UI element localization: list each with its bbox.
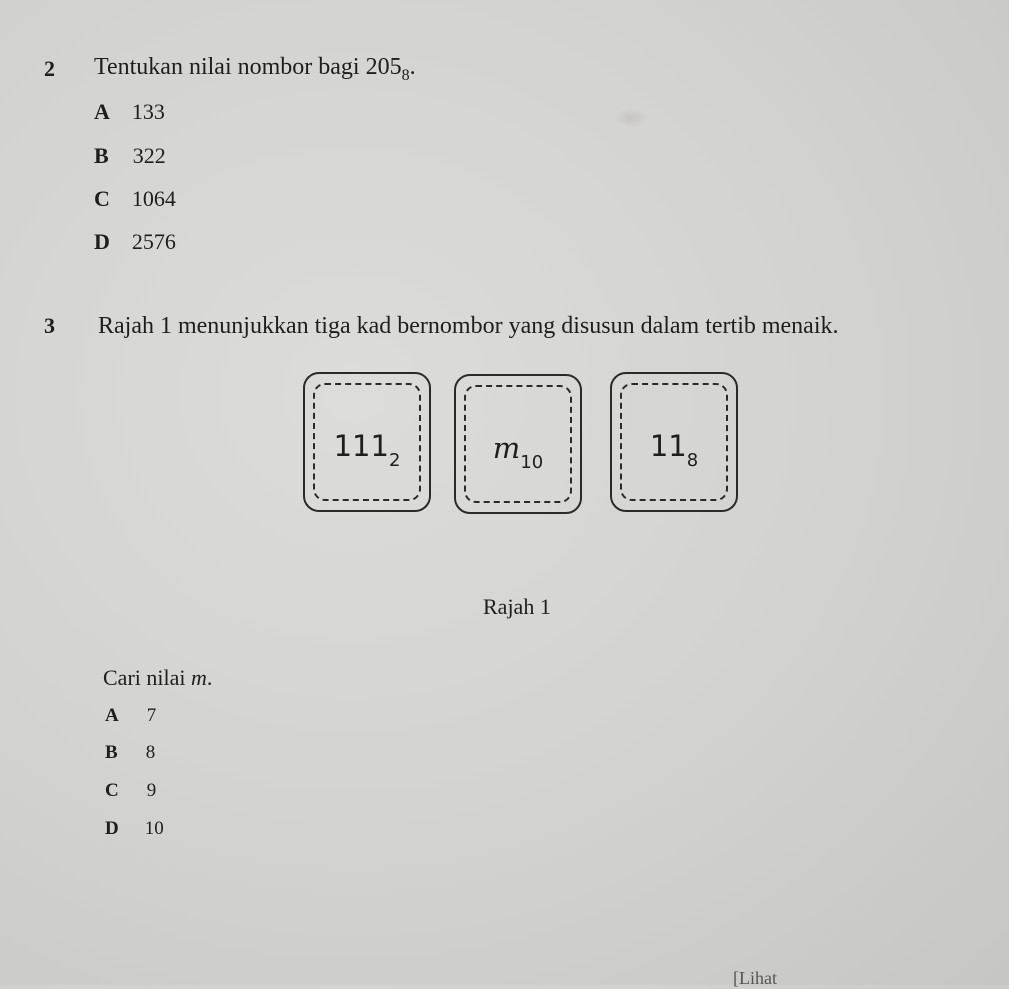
option-letter: D	[105, 818, 119, 839]
option-value: 133	[131, 99, 165, 124]
option-value: 9	[146, 780, 157, 801]
number-card-3	[610, 372, 738, 512]
option-letter: D	[94, 229, 110, 254]
figure-caption: Rajah 1	[483, 594, 551, 619]
card-number	[456, 431, 580, 473]
option-value: 8	[145, 742, 156, 763]
card-number	[612, 429, 736, 471]
page-turn-note: [Lihat	[733, 968, 777, 988]
option-letter: B	[94, 143, 109, 168]
card-number	[305, 429, 429, 471]
question-3-number: 3	[44, 313, 55, 338]
q3-option-c[interactable]	[105, 780, 156, 802]
q3-option-a[interactable]	[105, 705, 156, 727]
q3-option-b[interactable]	[105, 742, 155, 764]
number-card-1	[303, 372, 431, 512]
question-2-base: 8	[401, 67, 410, 84]
option-value: 7	[146, 705, 157, 726]
q2-option-a[interactable]	[94, 99, 165, 125]
option-letter: C	[105, 780, 119, 801]
card-base: 8	[686, 450, 699, 471]
q2-option-b[interactable]	[94, 143, 166, 169]
question-3-prompt	[103, 665, 212, 691]
question-2-number: 2	[44, 56, 55, 81]
q2-option-c[interactable]	[94, 186, 176, 212]
option-letter: A	[105, 705, 119, 726]
prompt-end: .	[206, 665, 213, 690]
question-2-end: .	[409, 54, 416, 80]
option-letter: A	[94, 99, 110, 124]
option-value: 2576	[131, 229, 176, 254]
option-letter: C	[94, 186, 110, 211]
option-value: 10	[144, 818, 164, 839]
number-card-2	[454, 374, 582, 514]
option-letter: B	[105, 742, 118, 763]
card-value: m	[492, 431, 521, 465]
question-3-text: Rajah 1 menunjukkan tiga kad bernombor yang disusun dalam tertib menaik.	[98, 313, 839, 339]
option-value: 322	[132, 143, 166, 168]
paper-smudge	[614, 108, 648, 128]
prompt-text: Cari nilai	[103, 665, 191, 690]
card-value: 11	[649, 429, 687, 463]
prompt-variable: m	[190, 665, 207, 690]
card-base: 2	[388, 450, 401, 471]
card-base: 10	[520, 452, 544, 473]
q3-option-d[interactable]	[105, 818, 164, 840]
card-value: 111	[333, 429, 389, 463]
option-value: 1064	[131, 186, 176, 211]
q2-option-d[interactable]	[94, 229, 176, 255]
question-2-stem: Tentukan nilai nombor bagi 205	[94, 54, 402, 80]
question-2-text	[94, 54, 416, 84]
